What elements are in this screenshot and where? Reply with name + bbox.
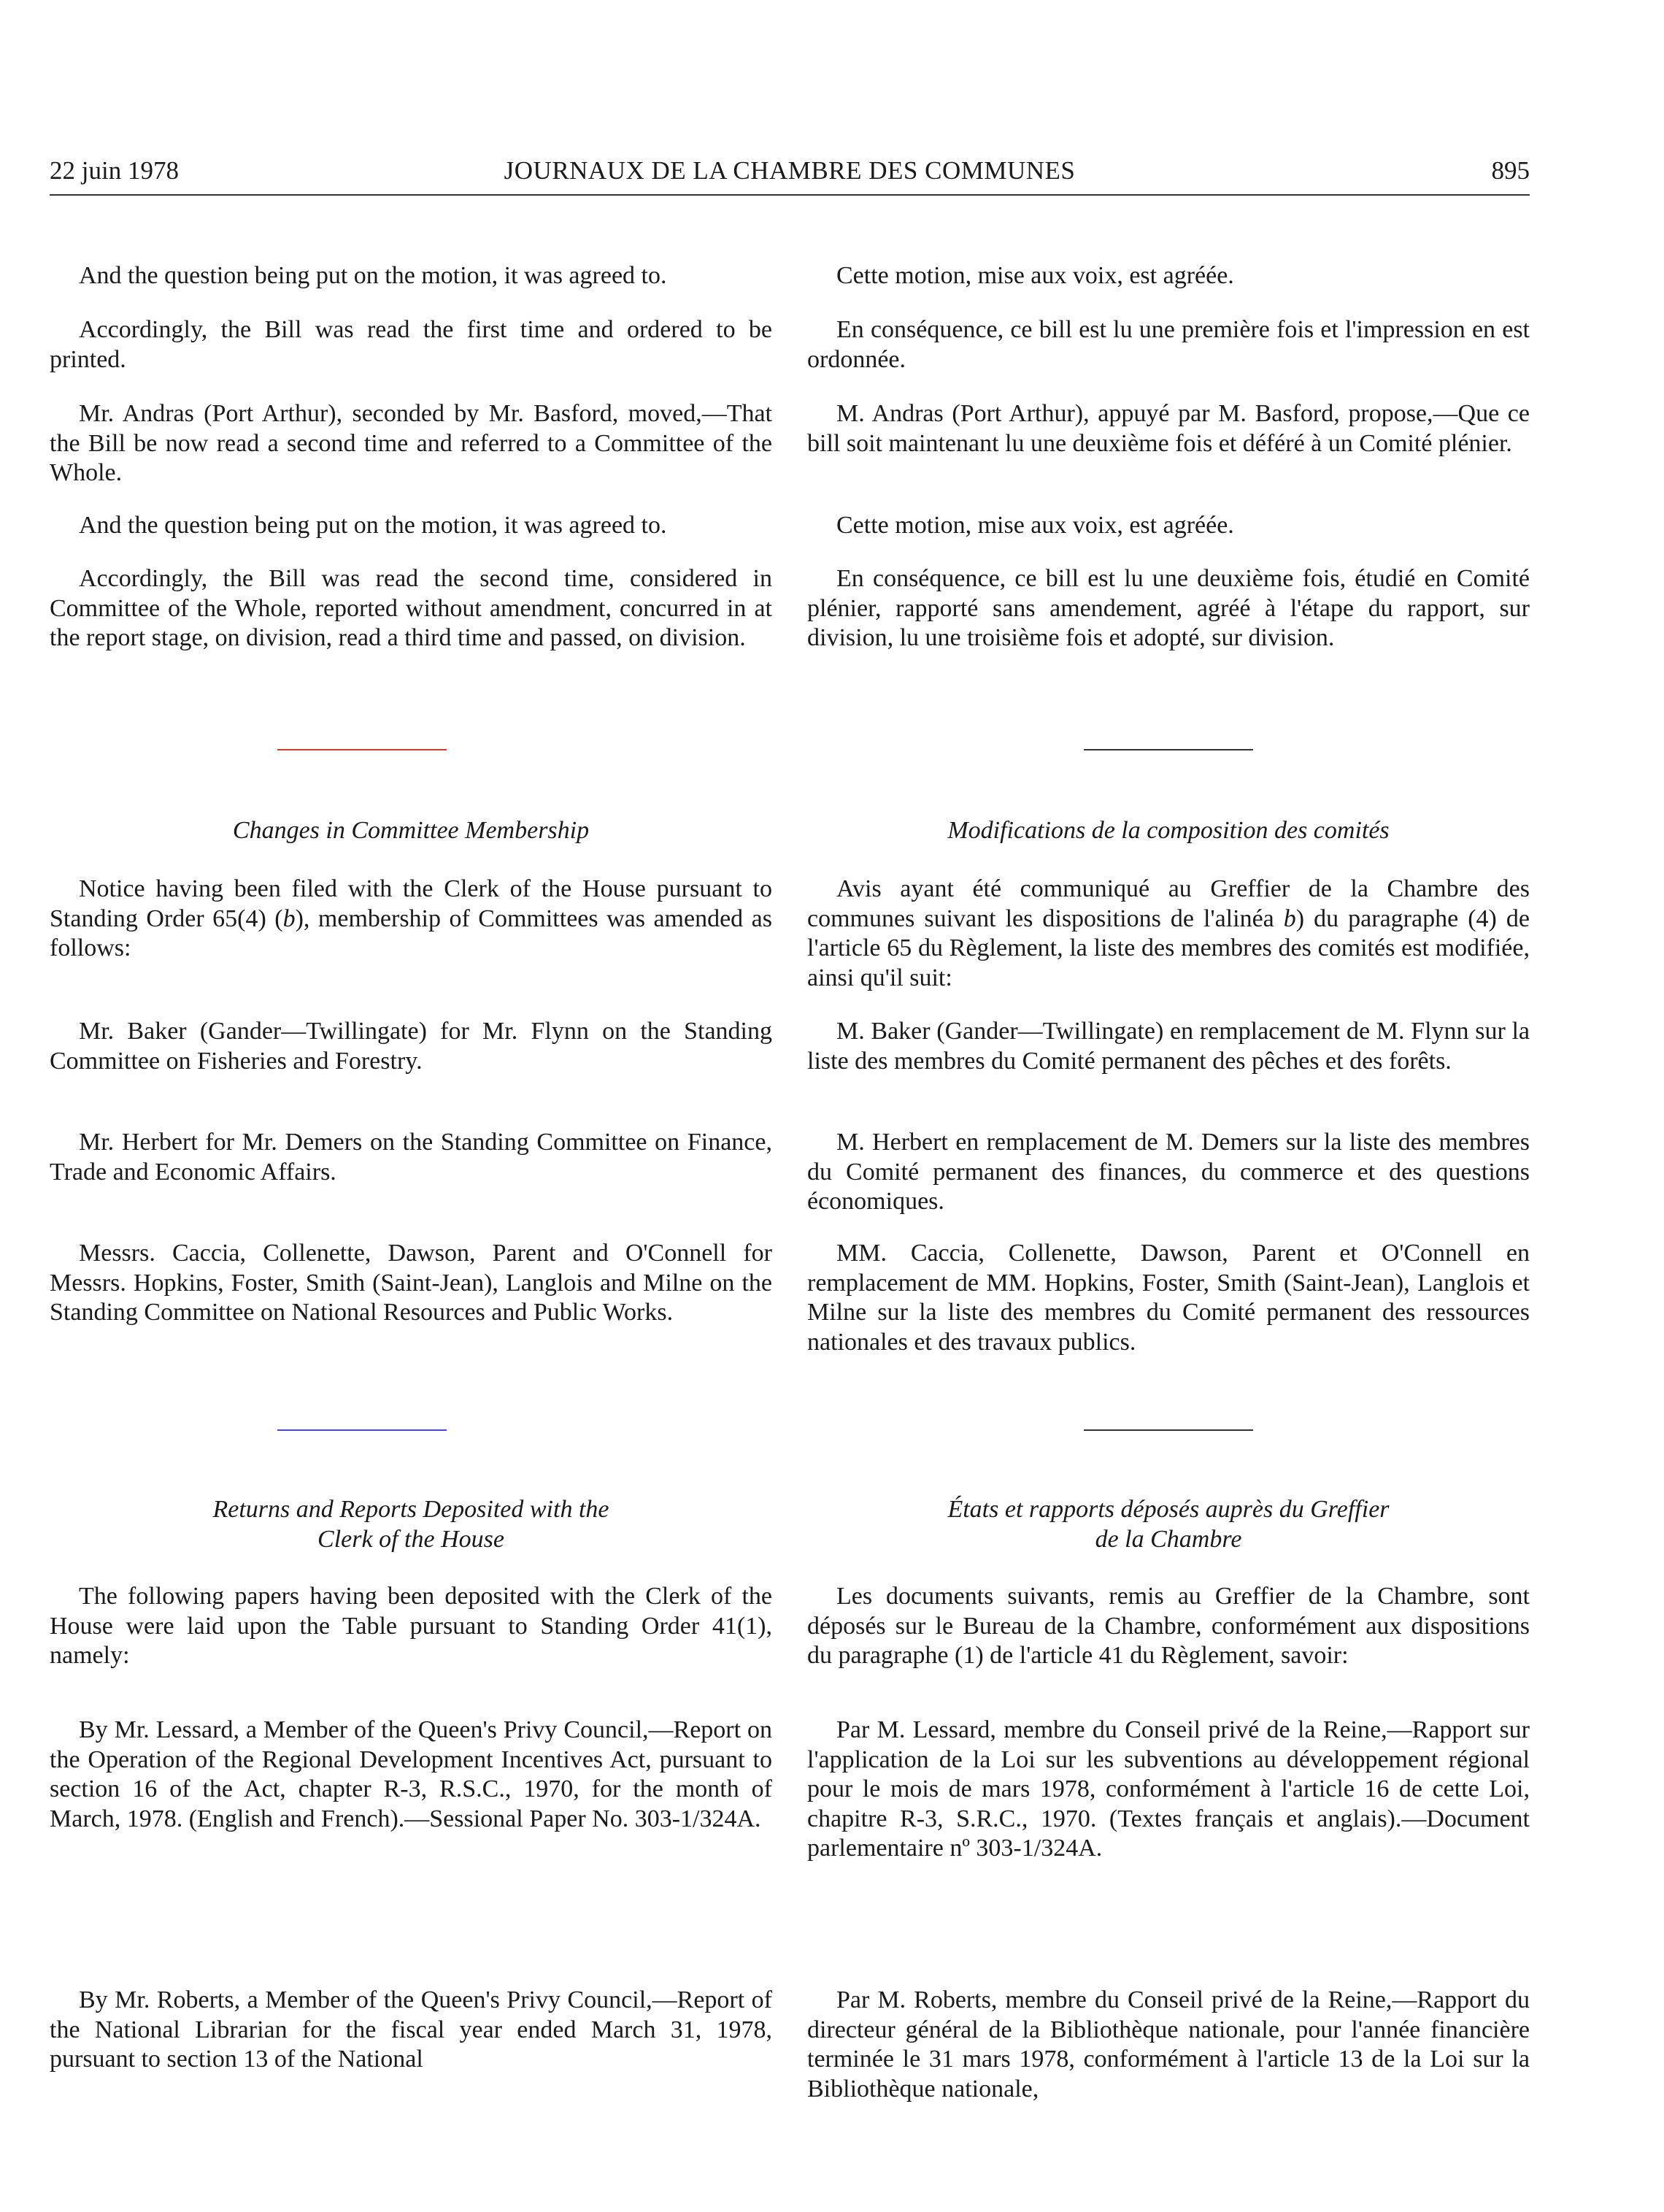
fr-heading-returns-reports: États et rapports déposés auprès du Greffier de la Chambre	[947, 1496, 1390, 1553]
en-para-1: And the question being put on the motion, it was agreed to.	[79, 262, 667, 289]
en-para-6: Notice having been filed with the Clerk of the House pursuant to Standing Order 65(4) (b), membership of Committees was amended as follows:	[50, 875, 772, 961]
fr-para-4: Cette motion, mise aux voix, est agréée.	[836, 512, 1234, 539]
fr-para-8: M. Herbert en remplacement de M. Demers sur la liste des membres du Comité permanent des finances, du commerce et des questions économiques.	[807, 1129, 1530, 1215]
section-divider-rule	[1084, 1429, 1253, 1431]
fr-para-5: En conséquence, ce bill est lu une deuxième fois, étudié en Comité plénier, rapporté sans amendement, agréé à l'étape du rapport, sur division, lu une troisième fois et adopté, sur division.	[807, 565, 1530, 651]
fr-para-2: En conséquence, ce bill est lu une première fois et l'impression en est ordonnée.	[807, 316, 1530, 373]
fr-para-11: Par M. Lessard, membre du Conseil privé de la Reine,—Rapport sur l'application de la Loi sur les subventions au développement régional pour le mois de mars 1978, conformément à l'article 16 de cette Loi, chapitre R-3, S.R.C., 1970. (Textes français et anglais).—Document parlementaire nº 303-1/324A.	[807, 1716, 1530, 1862]
header-title: JOURNAUX DE LA CHAMBRE DES COMMUNES	[504, 156, 1076, 185]
section-divider-rule	[277, 749, 447, 750]
en-heading-committee-membership: Changes in Committee Membership	[232, 817, 590, 844]
en-para-12: By Mr. Roberts, a Member of the Queen's Privy Council,—Report of the National Librarian for the fiscal year ended March 31, 1978, pursuant to section 13 of the National	[50, 1986, 772, 2073]
en-para-3: Mr. Andras (Port Arthur), seconded by Mr. Basford, moved,—That the Bill be now read a second time and referred to a Committee of the Whole.	[50, 400, 772, 486]
en-heading-returns-reports: Returns and Reports Deposited with the Clerk of the House	[212, 1496, 609, 1553]
fr-para-12: Par M. Roberts, membre du Conseil privé de la Reine,—Rapport du directeur général de la Bibliothèque nationale, pour l'année financière terminée le 31 mars 1978, conformément à l'article 13 de la Loi sur la Bibliothèque nationale,	[807, 1986, 1530, 2102]
fr-para-9: MM. Caccia, Collenette, Dawson, Parent et O'Connell en remplacement de MM. Hopkins, Foster, Smith (Saint-Jean), Langlois et Milne sur la liste des membres du Comité permanent des ressources nationales et des travaux publics.	[807, 1240, 1530, 1356]
section-divider-rule	[1084, 749, 1253, 750]
page-number: 895	[1491, 156, 1530, 185]
header-date: 22 juin 1978	[50, 156, 179, 185]
en-para-8: Mr. Herbert for Mr. Demers on the Standing Committee on Finance, Trade and Economic Affairs.	[50, 1129, 772, 1186]
section-divider-rule	[277, 1429, 447, 1431]
fr-para-10: Les documents suivants, remis au Greffier de la Chambre, sont déposés sur le Bureau de la Chambre, conformément aux dispositions du paragraphe (1) de l'article 41 du Règlement, savoir:	[807, 1583, 1530, 1669]
fr-para-6: Avis ayant été communiqué au Greffier de la Chambre des communes suivant les dispositions de l'alinéa b) du paragraphe (4) de l'article 65 du Règlement, la liste des membres des comités est modifiée, ainsi qu'il suit:	[807, 875, 1530, 991]
fr-heading-committee-membership: Modifications de la composition des comités	[947, 817, 1390, 844]
fr-para-7: M. Baker (Gander—Twillingate) en remplacement de M. Flynn sur la liste des membres du Comité permanent des pêches et des forêts.	[807, 1018, 1530, 1075]
en-para-11: By Mr. Lessard, a Member of the Queen's Privy Council,—Report on the Operation of the Regional Development Incentives Act, pursuant to section 16 of the Act, chapter R-3, R.S.C., 1970, for the month of March, 1978. (English and French).—Sessional Paper No. 303-1/324A.	[50, 1716, 772, 1832]
fr-para-3: M. Andras (Port Arthur), appuyé par M. Basford, propose,—Que ce bill soit maintenant lu une deuxième fois et déféré à un Comité plénier.	[807, 400, 1530, 457]
en-para-7: Mr. Baker (Gander—Twillingate) for Mr. Flynn on the Standing Committee on Fisheries and Forestry.	[50, 1018, 772, 1075]
en-para-2: Accordingly, the Bill was read the first time and ordered to be printed.	[50, 316, 772, 373]
en-para-10: The following papers having been deposited with the Clerk of the House were laid upon the Table pursuant to Standing Order 41(1), namely:	[50, 1583, 772, 1669]
en-para-4: And the question being put on the motion, it was agreed to.	[79, 512, 667, 539]
running-header	[50, 156, 1530, 196]
fr-para-1: Cette motion, mise aux voix, est agréée.	[836, 262, 1234, 289]
en-para-9: Messrs. Caccia, Collenette, Dawson, Parent and O'Connell for Messrs. Hopkins, Foster, Smith (Saint-Jean), Langlois and Milne on the Standing Committee on National Resources and Public Works.	[50, 1240, 772, 1326]
en-para-5: Accordingly, the Bill was read the second time, considered in Committee of the Whole, reported without amendment, concurred in at the report stage, on division, read a third time and passed, on division.	[50, 565, 772, 651]
